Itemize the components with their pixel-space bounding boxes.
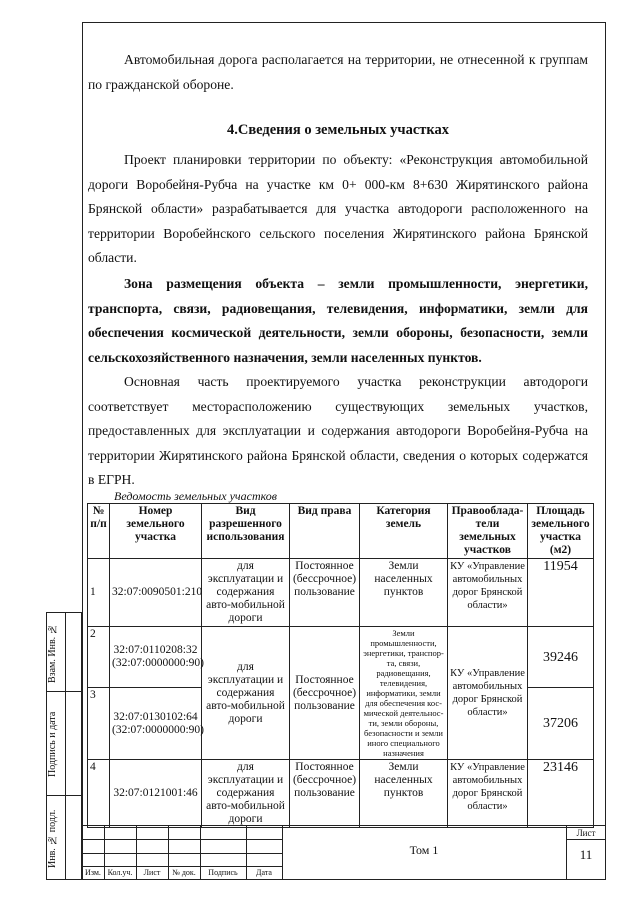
header-right-type: Вид права (290, 504, 360, 559)
cell-plot-number: 32:07:0110208:32 (32:07:0000000:90) (110, 627, 202, 688)
cell-category: Земли населенных пунктов (360, 559, 448, 627)
stamp-list-label: Лист (576, 828, 596, 838)
header-owners: Правооблада-тели земельных участков (448, 504, 528, 559)
stamp-koluch: Кол.уч. (107, 868, 133, 877)
cell-use: для эксплуатации и содержания авто-мобильной дороги (202, 627, 290, 760)
cell-area: 39246 (528, 627, 594, 688)
stamp-list: Лист (143, 868, 161, 877)
label-inv-original: Инв. № подл. (47, 809, 58, 869)
header-land-category: Категория земель (360, 504, 448, 559)
header-area: Площадь земельного участка (м2) (528, 504, 594, 559)
cell-right: Постоянное (бессрочное) пользование (290, 627, 360, 760)
cell-category: Земли населенных пунктов (360, 760, 448, 828)
header-number: № п/п (88, 504, 110, 559)
cell-area: 37206 (528, 688, 594, 760)
table-row (88, 627, 594, 688)
cell-right: Постоянное (бессрочное) пользование (290, 559, 360, 627)
stamp-data: Дата (256, 868, 272, 877)
table-row (88, 559, 594, 627)
stamp-volume: Том 1 (409, 843, 439, 857)
section-heading: 4.Сведения о земельных участках (226, 122, 450, 138)
cell-area: 11954 (528, 559, 594, 627)
header-plot-number: Номер земельного участка (110, 504, 202, 559)
cell-plot-number: 32:07:0121001:46 (110, 760, 202, 828)
label-vzam-inv: Взам. Инв. № (47, 623, 58, 683)
cell-n: 4 (88, 760, 110, 828)
paragraph-civil-defense: Автомобильная дорога располагается на территории, не отнесенной к группам по гражданской обороне. (88, 52, 588, 92)
cell-n: 3 (88, 688, 110, 760)
label-signature-date: Подпись и дата (47, 711, 58, 777)
cell-use: для эксплуатации и содержания авто-мобильной дороги (202, 559, 290, 627)
stamp-izm: Изм. (85, 868, 101, 877)
cell-category: Земли промышленности, энергетики, транспор-та, связи, радиовещания, телевидения, информатики, земли для обеспечения кос-мической деятельнос-ти, земли обороны, безопасности и земли иного специального назначения (360, 627, 448, 760)
cell-owner: КУ «Управление автомобильных дорог Брянской области» (448, 627, 528, 760)
stamp-podpis: Подпись (208, 868, 238, 877)
cell-owner: КУ «Управление автомобильных дорог Брянской области» (448, 760, 528, 828)
title-block (82, 825, 606, 880)
land-plots-table (87, 503, 594, 828)
table-caption: Ведомость земельных участков (114, 489, 277, 503)
paragraph-zone: Зона размещения объекта – земли промышленности, энергетики, транспорта, связи, радиовещания, телевидения, информатики, земли для обеспечения космической деятельности, земли обороны, безопасности, земли сельскохозяйственного назначения, земли населенных пунктов. (88, 276, 588, 365)
header-permitted-use: Вид разрешенного использования (202, 504, 290, 559)
cell-n: 1 (88, 559, 110, 627)
cell-n: 2 (88, 627, 110, 688)
cell-use: для эксплуатации и содержания авто-мобильной дороги (202, 760, 290, 828)
cell-plot-number: 32:07:0090501:210 (110, 559, 202, 627)
paragraph-project: Проект планировки территории по объекту: «Реконструкция автомобильной дороги Воробейня-Рубча на участке км 0+ 000-км 8+630 Жирятинского района Брянской области» разрабатывается для участка автодороги расположенного на территории Воробейнского сельского поселения Жирятинского района Брянской области. (88, 152, 588, 266)
cell-plot-number: 32:07:0130102:64 (32:07:0000000:90) (110, 688, 202, 760)
stamp-ndok: № док. (172, 868, 196, 877)
cell-area: 23146 (528, 760, 594, 828)
page-number: 11 (579, 847, 593, 862)
table-row (88, 760, 594, 828)
cell-right: Постоянное (бессрочное) пользование (290, 760, 360, 828)
paragraph-main-part: Основная часть проектируемого участка реконструкции автодороги соответствует месторасположению существующих земельных участков, предоставленных для эксплуатации и содержания автодороги Воробейня-Рубча на территории Жирятинского района Брянской области, сведения о которых содержатся в ЕГРН. (88, 374, 588, 488)
side-stamp (46, 612, 82, 880)
cell-owner: КУ «Управление автомобильных дорог Брянской области» (448, 559, 528, 627)
